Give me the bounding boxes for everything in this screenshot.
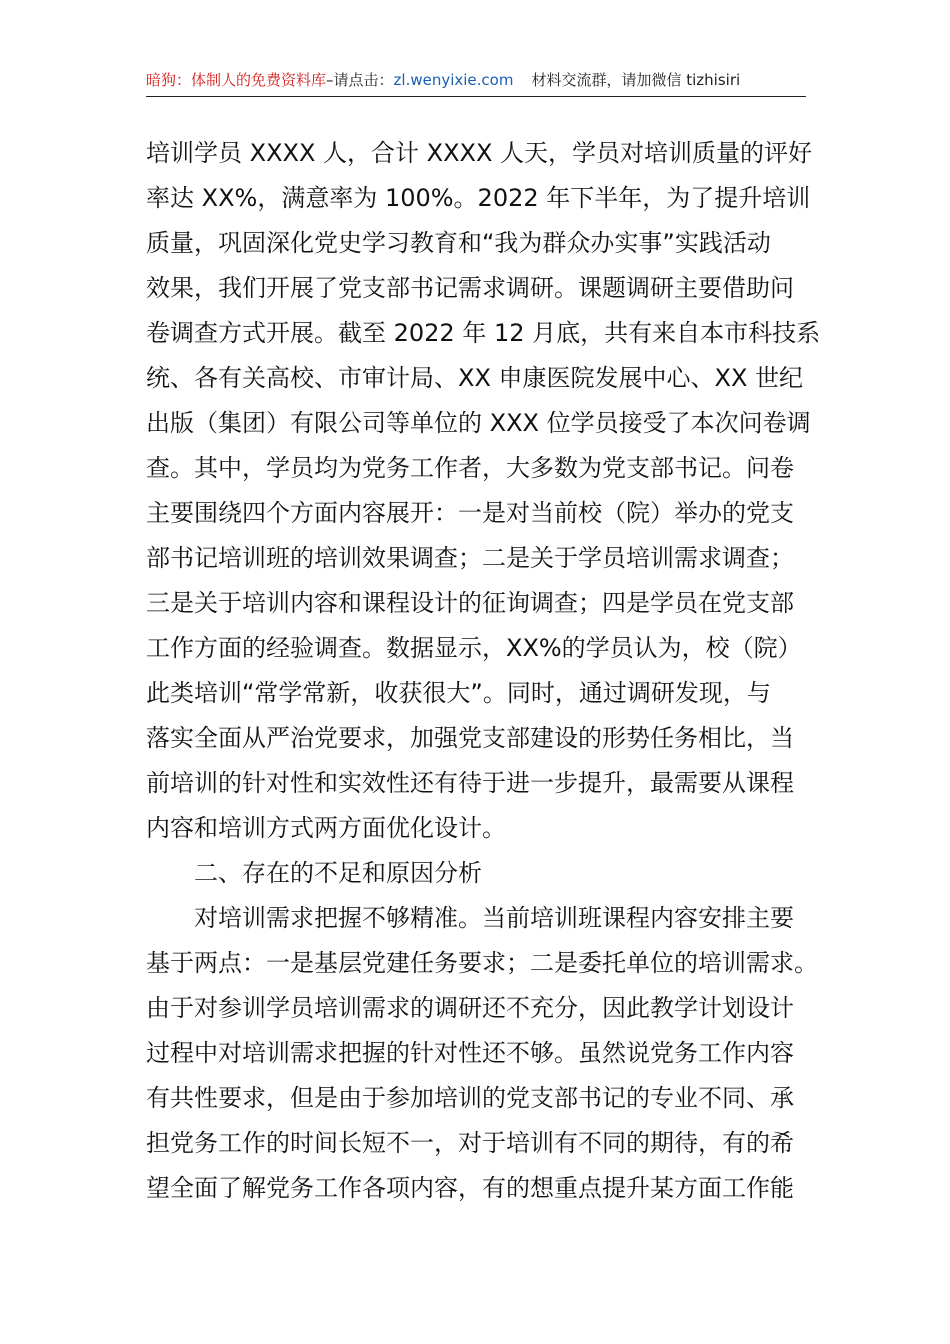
body-line: 对培训需求把握不够精准。当前培训班课程内容安排主要 (194, 904, 794, 932)
body-line: 由于对参训学员培训需求的调研还不充分，因此教学计划设计 (146, 994, 794, 1022)
header-click-prompt: –请点击： (326, 71, 394, 89)
body-line: 有共性要求，但是由于参加培训的党支部书记的专业不同、承 (146, 1084, 794, 1112)
body-line: 主要围绕四个方面内容展开：一是对当前校（院）举办的党支 (146, 499, 794, 527)
body-line: 查。其中，学员均为党务工作者，大多数为党支部书记。问卷 (146, 454, 794, 482)
page-header (146, 66, 806, 97)
body-line: 部书记培训班的培训效果调查；二是关于学员培训需求调查； (146, 544, 794, 572)
body-line: 担党务工作的时间长短不一，对于培训有不同的期待，有的希 (146, 1129, 794, 1157)
section-heading: 二、存在的不足和原因分析 (194, 859, 482, 887)
body-line: 率达 XX%，满意率为 100%。2022 年下半年，为了提升培训 (146, 184, 811, 212)
body-line: 工作方面的经验调查。数据显示，XX%的学员认为，校（院） (146, 634, 802, 662)
header-site-name: 暗狗：体制人的免费资料库 (146, 71, 327, 89)
header-wechat-note: 材料交流群，请加微信 tizhisiri (531, 71, 741, 89)
body-line: 此类培训“常学常新，收获很大”。同时，通过调研发现，与 (146, 679, 771, 707)
body-line: 内容和培训方式两方面优化设计。 (146, 814, 506, 842)
body-line: 三是关于培训内容和课程设计的征询调查；四是学员在党支部 (146, 589, 794, 617)
document-body (146, 131, 821, 1211)
body-line: 培训学员 XXXX 人，合计 XXXX 人天，学员对培训质量的评好 (146, 139, 813, 167)
body-line: 过程中对培训需求把握的针对性还不够。虽然说党务工作内容 (146, 1039, 794, 1067)
body-line: 卷调查方式开展。截至 2022 年 12 月底，共有来自本市科技系 (146, 319, 821, 347)
body-line: 基于两点：一是基层党建任务要求；二是委托单位的培训需求。 (146, 949, 818, 977)
header-link[interactable]: zl.wenyixie.com (393, 71, 514, 89)
body-line: 统、各有关高校、市审计局、XX 申康医院发展中心、XX 世纪 (146, 364, 804, 392)
body-line: 出版（集团）有限公司等单位的 XXX 位学员接受了本次问卷调 (146, 409, 811, 437)
body-line: 前培训的针对性和实效性还有待于进一步提升，最需要从课程 (146, 769, 794, 797)
body-line: 质量，巩固深化党史学习教育和“我为群众办实事”实践活动 (146, 229, 771, 257)
body-line: 效果，我们开展了党支部书记需求调研。课题调研主要借助问 (146, 274, 794, 302)
body-line: 望全面了解党务工作各项内容，有的想重点提升某方面工作能 (146, 1174, 794, 1202)
body-line: 落实全面从严治党要求，加强党支部建设的形势任务相比，当 (146, 724, 794, 752)
